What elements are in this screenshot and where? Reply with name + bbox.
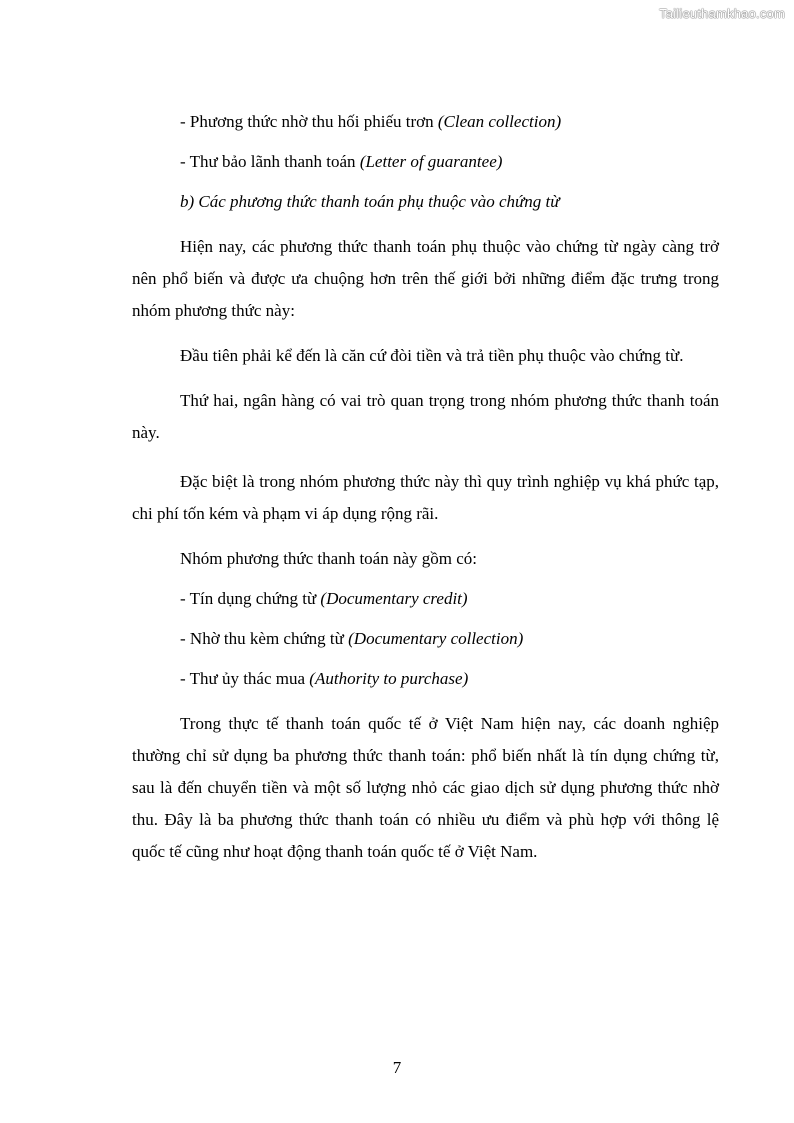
document-body [132, 110, 719, 884]
list-item-english: (Clean collection) [437, 112, 562, 131]
list-item [132, 150, 719, 174]
page-number: 7 [392, 1058, 402, 1077]
list-item-english: (Authority to purchase) [309, 669, 469, 688]
section-heading: b) Các phương thức thanh toán phụ thuộc vào chứng từ [180, 192, 560, 211]
paragraph: Trong thực tế thanh toán quốc tế ở Việt Nam hiện nay, các doanh nghiệp thường chỉ sử dụng ba phương thức thanh toán: phổ biến nhất là tín dụng chứng từ, sau là đến chuyển tiền và một số lượng nhỏ các giao dịch sử dụng phương thức nhờ thu. Đây là ba phương thức thanh toán có nhiều ưu điểm và phù hợp với thông lệ quốc tế cũng như hoạt động thanh toán quốc tế ở Việt Nam. [132, 714, 719, 861]
list-item-text: - Phương thức nhờ thu hối phiếu trơn [180, 112, 438, 131]
paragraph: Thứ hai, ngân hàng có vai trò quan trọng trong nhóm phương thức thanh toán này. [132, 391, 719, 442]
list-item-english: (Documentary collection) [348, 629, 524, 648]
watermark-text: Tailieuthamkhao.com [659, 6, 785, 21]
paragraph: Đặc biệt là trong nhóm phương thức này thì quy trình nghiệp vụ khá phức tạp, chi phí tốn kém và phạm vi áp dụng rộng rãi. [132, 472, 719, 523]
list-item [132, 667, 719, 691]
list-item-text: - Tín dụng chứng từ [180, 589, 321, 608]
list-item [132, 587, 719, 611]
list-item-text: - Thư bảo lãnh thanh toán [180, 152, 360, 171]
list-item-english: (Documentary credit) [320, 589, 468, 608]
list-item-text: - Nhờ thu kèm chứng từ [180, 629, 349, 648]
list-item-english: (Letter of guarantee) [359, 152, 503, 171]
list-item [132, 627, 719, 651]
list-item-text: - Thư ủy thác mua [180, 669, 310, 688]
paragraph: Nhóm phương thức thanh toán này gồm có: [180, 549, 478, 568]
paragraph: Đầu tiên phải kể đến là căn cứ đòi tiền và trả tiền phụ thuộc vào chứng từ. [180, 346, 684, 365]
list-item [132, 110, 719, 134]
paragraph: Hiện nay, các phương thức thanh toán phụ thuộc vào chứng từ ngày càng trở nên phổ biến và được ưa chuộng hơn trên thế giới bởi những điểm đặc trưng trong nhóm phương thức này: [132, 237, 719, 320]
